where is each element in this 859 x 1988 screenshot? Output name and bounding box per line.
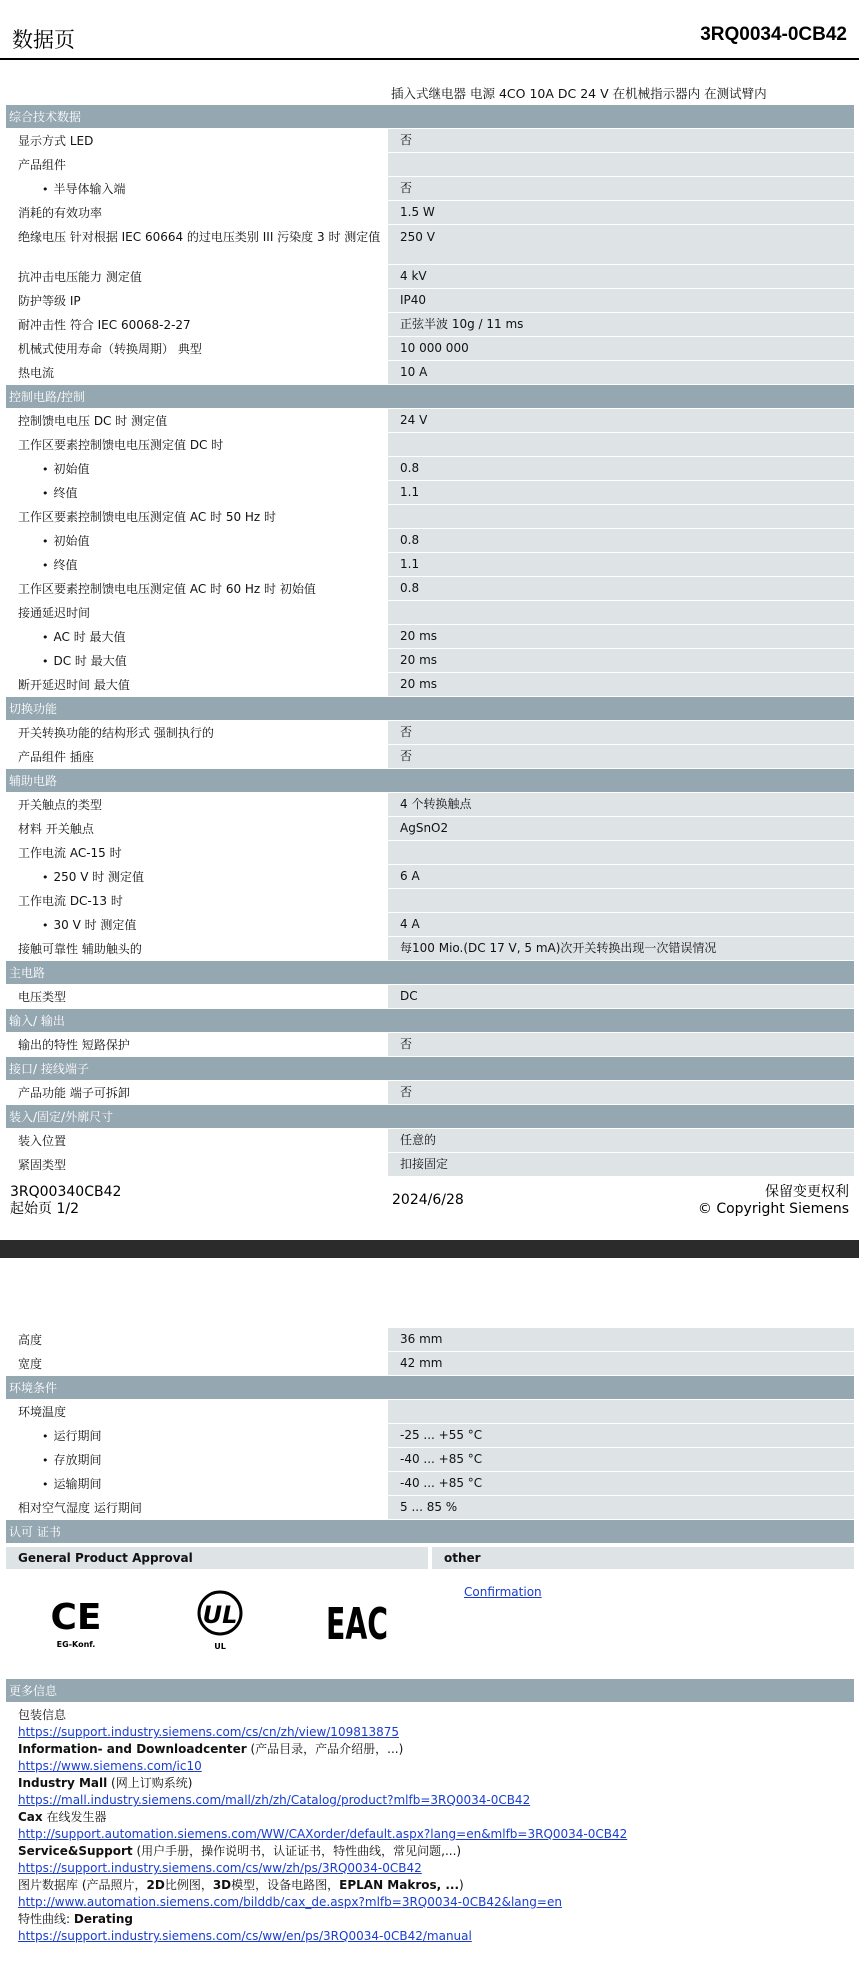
spec-row [6,129,854,153]
more-info-link[interactable]: http://support.automation.siemens.com/WW/CAXorder/default.aspx?lang=en&mlfb=3RQ0034-0CB42 [18,1827,628,1841]
spec-row [6,1081,854,1105]
spec-row [6,1033,854,1057]
dimension-rows [6,1328,854,1376]
spec-row [6,529,854,553]
spec-value: 扣接固定 [388,1153,854,1176]
spec-value: IP40 [388,289,854,312]
spec-label: 控制馈电电压 DC 时 测定值 [6,409,388,432]
spec-value: 0.8 [388,529,854,552]
spec-row [6,817,854,841]
section-header: 输入/ 输出 [6,1009,854,1033]
spec-row [6,153,854,177]
more-info-label: Information- and Downloadcenter (产品目录，产品介绍册，...) [18,1742,404,1756]
spec-label: 宽度 [6,1352,388,1375]
spec-row [6,1400,854,1424]
spec-row [6,913,854,937]
spec-value: 42 mm [388,1352,854,1375]
spec-row [6,985,854,1009]
spec-row [6,265,854,289]
spec-label: • DC 时 最大值 [6,649,388,672]
spec-label: 工作区要素控制馈电电压测定值 AC 时 50 Hz 时 [6,505,388,528]
spec-value: 20 ms [388,625,854,648]
spec-row [6,1448,854,1472]
spec-label: 材料 开关触点 [6,817,388,840]
spec-row [6,1496,854,1520]
spec-value: 正弦半波 10g / 11 ms [388,313,854,336]
spec-label: 输出的特性 短路保护 [6,1033,388,1056]
spec-label: • 初始值 [6,529,388,552]
spec-value [388,841,854,864]
spec-row [6,793,854,817]
spec-value: AgSnO2 [388,817,854,840]
spec-value [388,889,854,912]
spec-label: • 30 V 时 测定值 [6,913,388,936]
spec-value: 20 ms [388,649,854,672]
spec-value: 6 A [388,865,854,888]
spec-row [6,1472,854,1496]
spec-value [388,601,854,624]
spec-label: 电压类型 [6,985,388,1008]
more-info-link[interactable]: https://www.siemens.com/ic10 [18,1759,202,1773]
spec-label: 耐冲击性 符合 IEC 60068-2-27 [6,313,388,336]
spec-row [6,337,854,361]
section-header: 辅助电路 [6,769,854,793]
spec-value: 每100 Mio.(DC 17 V, 5 mA)次开关转换出现一次错误情况 [388,937,854,960]
spec-value: 5 ... 85 % [388,1496,854,1519]
page-title: 数据页 [12,28,75,52]
spec-value: 否 [388,1081,854,1104]
spec-label: 工作区要素控制馈电电压测定值 DC 时 [6,433,388,456]
spec-label: 工作区要素控制馈电电压测定值 AC 时 60 Hz 时 初始值 [6,577,388,600]
spec-label: • 存放期间 [6,1448,388,1471]
spec-value: 10 000 000 [388,337,854,360]
section-header-approvals: 认可 证书 [6,1520,854,1544]
more-info-link[interactable]: https://support.industry.siemens.com/cs/ww/en/ps/3RQ0034-0CB42/manual [18,1929,472,1943]
spec-row [6,649,854,673]
more-info-item [18,1707,854,1741]
section-header-more-info: 更多信息 [6,1679,854,1703]
spec-row [6,1424,854,1448]
spec-row [6,865,854,889]
spec-label: • 250 V 时 测定值 [6,865,388,888]
spec-value: 10 A [388,361,854,384]
more-info-item [18,1911,854,1945]
more-info-link[interactable]: https://support.industry.siemens.com/cs/ww/zh/ps/3RQ0034-0CB42 [18,1861,422,1875]
approval-col-general: General Product Approval [6,1547,428,1569]
section-header: 接口/ 接线端子 [6,1057,854,1081]
spec-label: • 半导体输入端 [6,177,388,200]
spec-row [6,553,854,577]
page-header [0,0,859,60]
spec-row [6,721,854,745]
spec-row [6,841,854,865]
footer-product-code: 3RQ00340CB42 [10,1184,122,1200]
ce-mark-icon [46,1589,106,1653]
eac-mark-icon [324,1591,390,1650]
spec-label: 接通延迟时间 [6,601,388,624]
ul-mark-text: UL [202,1601,238,1629]
spec-row [6,1129,854,1153]
spec-value: -25 ... +55 °C [388,1424,854,1447]
spec-label: 接触可靠性 辅助触头的 [6,937,388,960]
more-info-item [18,1775,854,1809]
spec-label: 显示方式 LED [6,129,388,152]
spec-value: -40 ... +85 °C [388,1472,854,1495]
spec-label: 绝缘电压 针对根据 IEC 60664 的过电压类别 III 污染度 3 时 测定值 [6,225,388,264]
spec-row [6,481,854,505]
more-info-label: Service&Support (用户手册，操作说明书，认证证书，特性曲线，常见问题,...) [18,1844,462,1858]
spec-row [6,201,854,225]
spec-row [6,937,854,961]
spec-row [6,289,854,313]
spec-row [6,457,854,481]
spec-value: 否 [388,721,854,744]
spec-label: 工作电流 AC-15 时 [6,841,388,864]
section-header: 切换功能 [6,697,854,721]
datasheet-page-2 [0,1258,859,1988]
more-info-link[interactable]: https://mall.industry.siemens.com/mall/zh/zh/Catalog/product?mlfb=3RQ0034-0CB42 [18,1793,531,1807]
page-separator [0,1240,859,1258]
spec-label: 装入位置 [6,1129,388,1152]
more-info-label: Cax 在线发生器 [18,1810,107,1824]
more-info-link[interactable]: http://www.automation.siemens.com/bilddb/cax_de.aspx?mlfb=3RQ0034-0CB42&lang=en [18,1895,562,1909]
spec-label: 紧固类型 [6,1153,388,1176]
spec-label: 开关触点的类型 [6,793,388,816]
spec-value: 0.8 [388,457,854,480]
spec-row [6,601,854,625]
spec-value: 4 个转换触点 [388,793,854,816]
section-header: 控制电路/控制 [6,385,854,409]
ul-caption: UL [214,1642,226,1651]
confirmation-link[interactable]: Confirmation [464,1585,542,1599]
spec-label: 高度 [6,1328,388,1351]
spec-label: 产品组件 插座 [6,745,388,768]
spec-row [6,177,854,201]
footer-rights: 保留变更权利 [765,1184,849,1200]
spec-row [6,361,854,385]
spec-row [6,505,854,529]
ce-caption: EG-Konf. [56,1640,96,1649]
spec-row [6,625,854,649]
product-number: 3RQ0034-0CB42 [700,24,847,45]
spec-row [6,1153,854,1177]
spec-table-continued [6,1328,854,1945]
spec-value: -40 ... +85 °C [388,1448,854,1471]
eac-mark-text: EAC [326,1599,388,1650]
section-header: 综合技术数据 [6,105,854,129]
spec-label: 机械式使用寿命（转换周期） 典型 [6,337,388,360]
spec-row [6,409,854,433]
spec-value [388,433,854,456]
more-info-item [18,1741,854,1775]
spec-value: 1.5 W [388,201,854,224]
spec-value: 20 ms [388,673,854,696]
ce-mark-text: CE [50,1597,102,1638]
spec-label: 抗冲击电压能力 测定值 [6,265,388,288]
spec-value: 250 V [388,225,854,264]
certificate-logos [6,1569,854,1679]
page-footer [0,1184,859,1229]
spec-row [6,433,854,457]
spec-label: • AC 时 最大值 [6,625,388,648]
spec-value: 0.8 [388,577,854,600]
spec-value: 4 kV [388,265,854,288]
product-description: 插入式继电器 电源 4CO 10A DC 24 V 在机械指示器内 在测试臂内 [391,86,767,101]
spec-row [6,577,854,601]
spec-value: 4 A [388,913,854,936]
spec-label: • 终值 [6,553,388,576]
spec-label: • 运输期间 [6,1472,388,1495]
spec-label: • 终值 [6,481,388,504]
more-info-label: 图片数据库 (产品照片，2D比例图，3D模型，设备电路图，EPLAN Makros, ...) [18,1878,464,1892]
spec-row [6,889,854,913]
spec-value: DC [388,985,854,1008]
more-info-label: Industry Mall (网上订购系统) [18,1776,193,1790]
spec-row [6,225,854,265]
spec-value: 否 [388,1033,854,1056]
spec-label: 开关转换功能的结构形式 强制执行的 [6,721,388,744]
environment-section [6,1376,854,1520]
spec-label: 工作电流 DC-13 时 [6,889,388,912]
spec-value: 36 mm [388,1328,854,1351]
spec-value: 否 [388,745,854,768]
spec-label: 环境温度 [6,1400,388,1423]
spec-value: 任意的 [388,1129,854,1152]
ul-mark-icon [192,1587,248,1653]
approval-col-other: other [432,1547,854,1569]
section-header: 装入/固定/外廓尺寸 [6,1105,854,1129]
spec-label: 断开延迟时间 最大值 [6,673,388,696]
spec-value: 1.1 [388,481,854,504]
spec-label: 相对空气湿度 运行期间 [6,1496,388,1519]
spec-row [6,1328,854,1352]
section-header: 环境条件 [6,1376,854,1400]
spec-value [388,1400,854,1423]
footer-copyright: © Copyright Siemens [697,1201,849,1217]
more-info-label: 特性曲线: Derating [18,1912,133,1926]
spec-label: • 运行期间 [6,1424,388,1447]
spec-row [6,673,854,697]
section-header: 主电路 [6,961,854,985]
spec-row [6,1352,854,1376]
spec-value [388,153,854,176]
spec-row [6,745,854,769]
spec-value: 否 [388,129,854,152]
spec-label: 热电流 [6,361,388,384]
spec-value [388,505,854,528]
spec-table [6,105,854,1177]
more-info-list [6,1703,854,1945]
spec-label: 防护等级 IP [6,289,388,312]
spec-row [6,313,854,337]
footer-page-number: 起始页 1/2 [10,1201,79,1217]
more-info-item [18,1843,854,1877]
more-info-link[interactable]: https://support.industry.siemens.com/cs/cn/zh/view/109813875 [18,1725,400,1739]
more-info-item [18,1809,854,1843]
spec-label: 消耗的有效功率 [6,201,388,224]
spec-value: 1.1 [388,553,854,576]
spec-label: • 初始值 [6,457,388,480]
approval-table-header [6,1547,854,1569]
spec-value: 否 [388,177,854,200]
more-info-item [18,1877,854,1911]
spec-label: 产品组件 [6,153,388,176]
spec-value: 24 V [388,409,854,432]
spec-label: 产品功能 端子可拆卸 [6,1081,388,1104]
footer-date: 2024/6/28 [392,1192,464,1208]
more-info-label: 包装信息 [18,1708,67,1722]
